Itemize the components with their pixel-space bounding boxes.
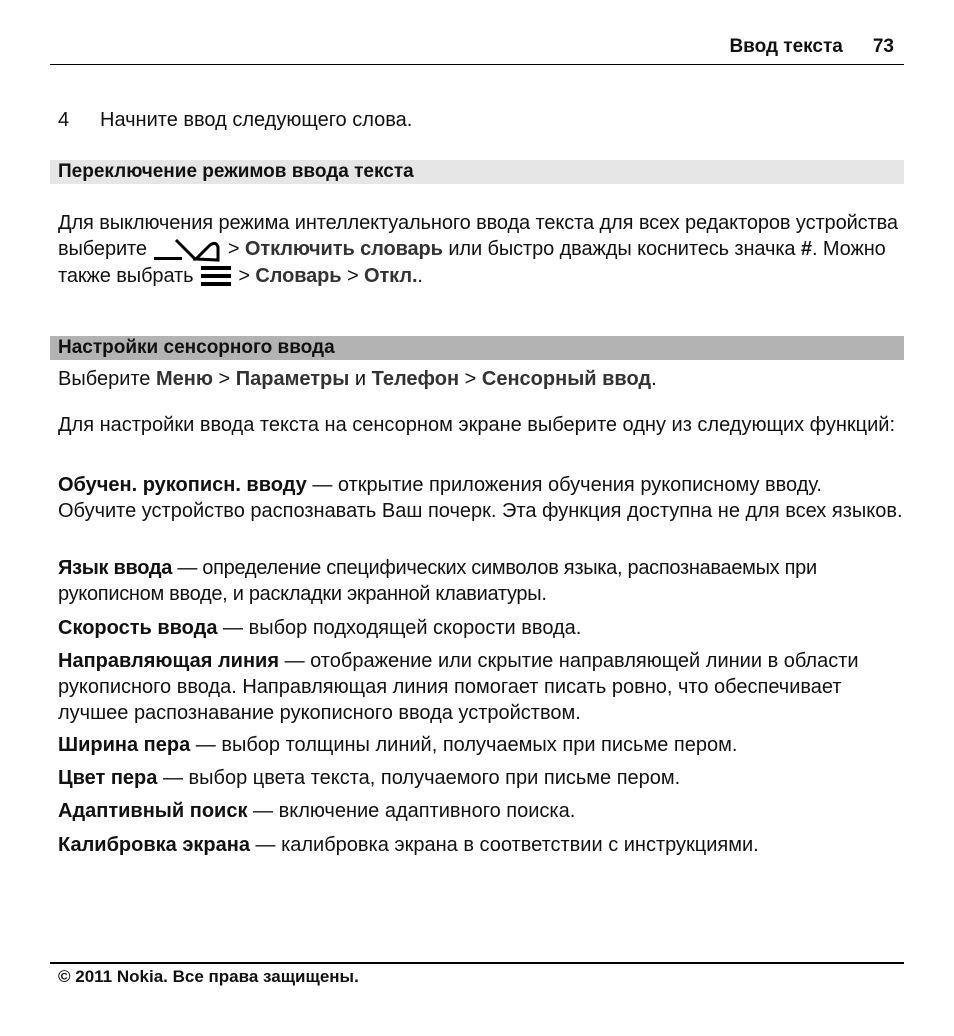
text: . <box>417 264 423 287</box>
step-text: Начните ввод следующего слова. <box>100 109 413 131</box>
text: или быстро дважды коснитесь значка <box>448 238 796 260</box>
menu-option: Словарь <box>255 264 342 287</box>
option-desc: — определение специфических символов языка, распознаваемых при рукописном вводе, и раскладки экранной клавиатуры. <box>58 557 817 605</box>
option-item <box>58 615 904 641</box>
menu-option: Отключить словарь <box>244 238 443 260</box>
text: Выберите <box>58 368 151 390</box>
section-heading: Настройки сенсорного ввода <box>50 336 904 360</box>
option-desc: — калибровка экрана в соответствии с инструкциями. <box>255 834 759 856</box>
menu-icon <box>199 263 233 289</box>
option-term: Обучен. рукописн. вводу <box>58 474 307 496</box>
option-item <box>58 648 904 726</box>
menu-option: Меню <box>155 368 213 390</box>
option-term: Ширина пера <box>58 734 191 756</box>
option-desc: — открытие приложения обучения рукописному вводу. Обучите устройство распознавать Ваш почерк. Эта функция доступна не для всех языков. <box>58 474 903 522</box>
text: и <box>354 368 367 390</box>
option-term: Цвет пера <box>58 767 158 789</box>
option-desc: — выбор цвета текста, получаемого при письме пером. <box>162 767 681 789</box>
copyright: © 2011 Nokia. Все права защищены. <box>58 967 359 986</box>
option-item <box>58 798 904 824</box>
option-desc: — включение адаптивного поиска. <box>253 800 576 822</box>
menu-option: Сенсорный ввод <box>481 368 652 390</box>
option-item <box>58 765 904 791</box>
section-heading: Переключение режимов ввода текста <box>50 160 904 184</box>
option-term: Адаптивный поиск <box>58 800 248 822</box>
running-header <box>729 36 894 58</box>
option-term: Скорость ввода <box>58 617 218 639</box>
text: . <box>651 368 657 390</box>
option-item <box>58 832 904 858</box>
header-title: Ввод текста <box>729 36 843 57</box>
menu-option: Параметры <box>235 368 350 390</box>
separator: > <box>227 238 240 260</box>
header-rule <box>50 64 904 65</box>
menu-path <box>58 366 904 392</box>
separator: > <box>238 264 250 287</box>
separator: > <box>346 264 359 287</box>
page-number: 73 <box>872 36 894 57</box>
option-desc: — выбор подходящей скорости ввода. <box>223 617 582 639</box>
separator: > <box>218 368 231 390</box>
menu-option: Телефон <box>371 368 460 390</box>
menu-option: Откл. <box>364 264 418 287</box>
separator: > <box>464 368 477 390</box>
option-item <box>58 732 904 758</box>
footer-rule <box>50 962 904 964</box>
option-term: Язык ввода <box>58 557 173 579</box>
option-item <box>58 555 904 607</box>
step-number: 4 <box>58 109 70 131</box>
pen-keyboard-icon <box>152 237 222 263</box>
paragraph: Для настройки ввода текста на сенсорном экране выберите одну из следующих функций: <box>58 414 896 436</box>
paragraph <box>58 210 904 289</box>
text: Для выключения режима интеллектуального ввода текста для всех редакторов устройства выберите <box>58 212 898 260</box>
hash-key: # <box>800 238 812 260</box>
option-desc: — отображение или скрытие направляющей линии в области рукописного ввода. Направляющая линия помогает писать ровно, что обеспечивает лучшее распознавание рукописного ввода устройством. <box>58 650 859 724</box>
text: . Можно также выбрать <box>58 238 886 287</box>
option-term: Направляющая линия <box>58 650 279 672</box>
option-term: Калибровка экрана <box>58 834 250 856</box>
option-desc: — выбор толщины линий, получаемых при письме пером. <box>195 734 738 756</box>
option-item <box>58 472 904 524</box>
step-4 <box>58 107 904 133</box>
